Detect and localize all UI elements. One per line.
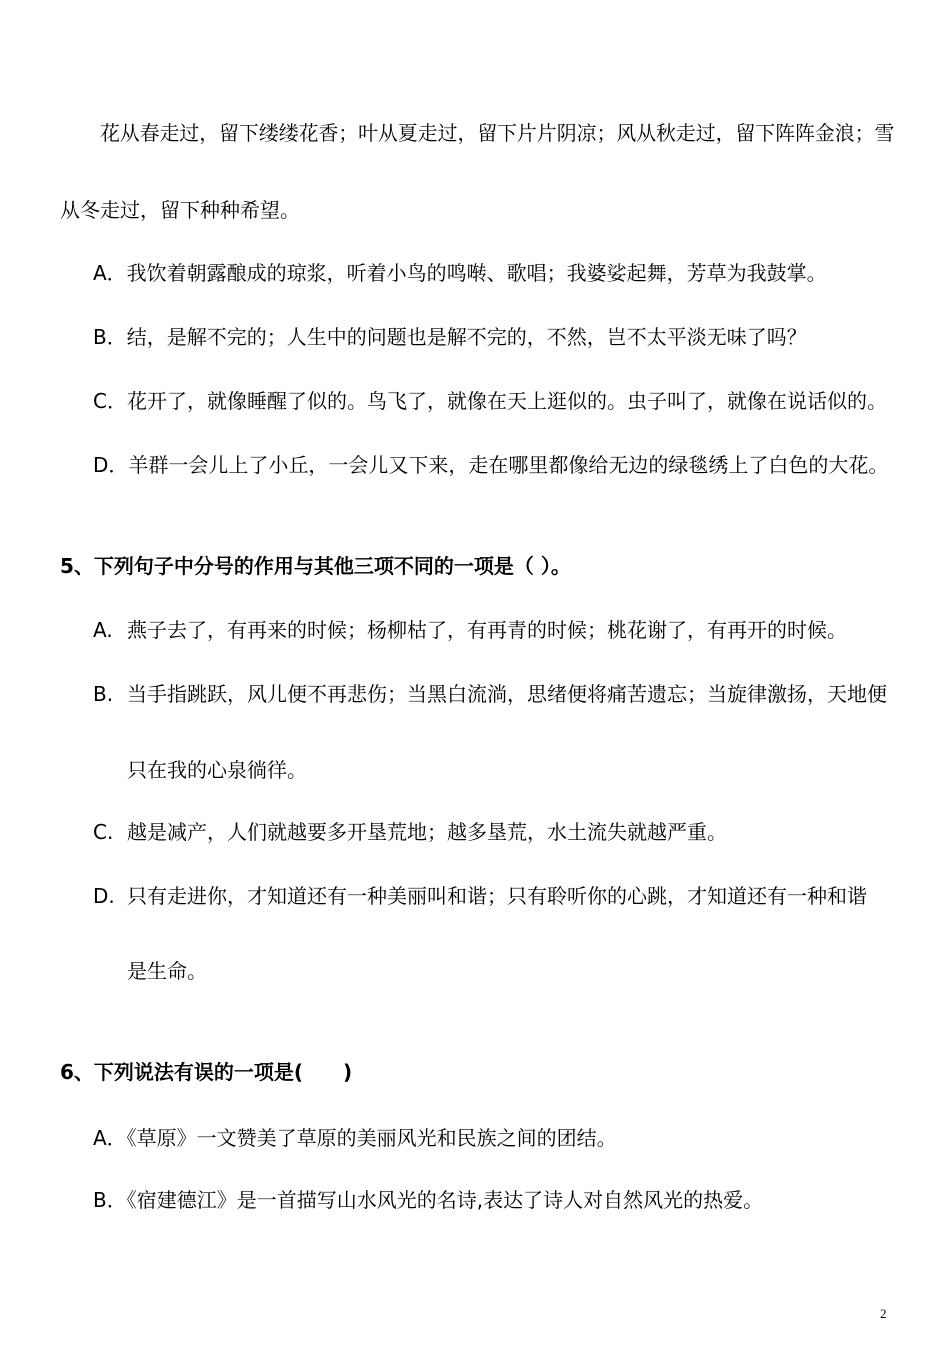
q5-option-a-text: 燕子去了，有再来的时候；杨柳枯了，有再青的时候；桃花谢了，有再开的时候。 bbox=[127, 618, 847, 642]
q5-option-b-text-line-2: 只在我的心泉徜徉。 bbox=[127, 758, 307, 782]
q5-option-b-label: B. bbox=[93, 682, 114, 706]
passage-line-1: 花从春走过，留下缕缕花香；叶从夏走过，留下片片阴凉；风从秋走过，留下阵阵金浪；雪 bbox=[100, 122, 895, 145]
page-number: 2 bbox=[880, 1306, 887, 1321]
q5-option-b-text-line-1: 当手指跳跃，风儿便不再悲伤；当黑白流淌，思绪便将痛苦遗忘；当旋律激扬，天地便 bbox=[127, 682, 887, 706]
q6-option-a: A．《草原》一文赞美了草原的美丽风光和民族之间的团结。 bbox=[93, 1126, 617, 1150]
question-6-title: 6、下列说法有误的一项是( ) bbox=[60, 1060, 353, 1084]
q5-option-c-text: 越是减产，人们就越要多开垦荒地；越多垦荒，水土流失就越严重。 bbox=[127, 820, 727, 844]
question-5-title: 5、下列句子中分号的作用与其他三项不同的一项是（ ）。 bbox=[60, 554, 571, 578]
q5-option-a-label: A. bbox=[93, 618, 113, 642]
passage-line-2: 从冬走过，留下种种希望。 bbox=[60, 198, 300, 222]
q6-option-b: B．《宿建德江》是一首描写山水风光的名诗,表达了诗人对自然风光的热爱。 bbox=[93, 1188, 764, 1212]
q5-option-d-text-line-1: 只有走进你，才知道还有一种美丽叫和谐；只有聆听你的心跳，才知道还有一种和谐 bbox=[127, 884, 867, 908]
q4-option-d: D．羊群一会儿上了小丘，一会儿又下来，走在哪里都像给无边的绿毯绣上了白色的大花。 bbox=[93, 453, 889, 477]
q4-option-b: B．结，是解不完的；人生中的问题也是解不完的，不然，岂不太平淡无味了吗？ bbox=[93, 325, 807, 349]
q5-option-d-text-line-2: 是生命。 bbox=[127, 959, 207, 983]
q4-option-a: A．我饮着朝露酿成的琼浆，听着小鸟的鸣啭、歌唱；我婆娑起舞，芳草为我鼓掌。 bbox=[93, 261, 827, 285]
q4-option-c: C．花开了，就像睡醒了似的。鸟飞了，就像在天上逛似的。虫子叫了，就像在说话似的。 bbox=[93, 389, 887, 413]
q5-option-d-label: D. bbox=[93, 884, 115, 908]
q5-option-c-label: C. bbox=[93, 820, 114, 844]
